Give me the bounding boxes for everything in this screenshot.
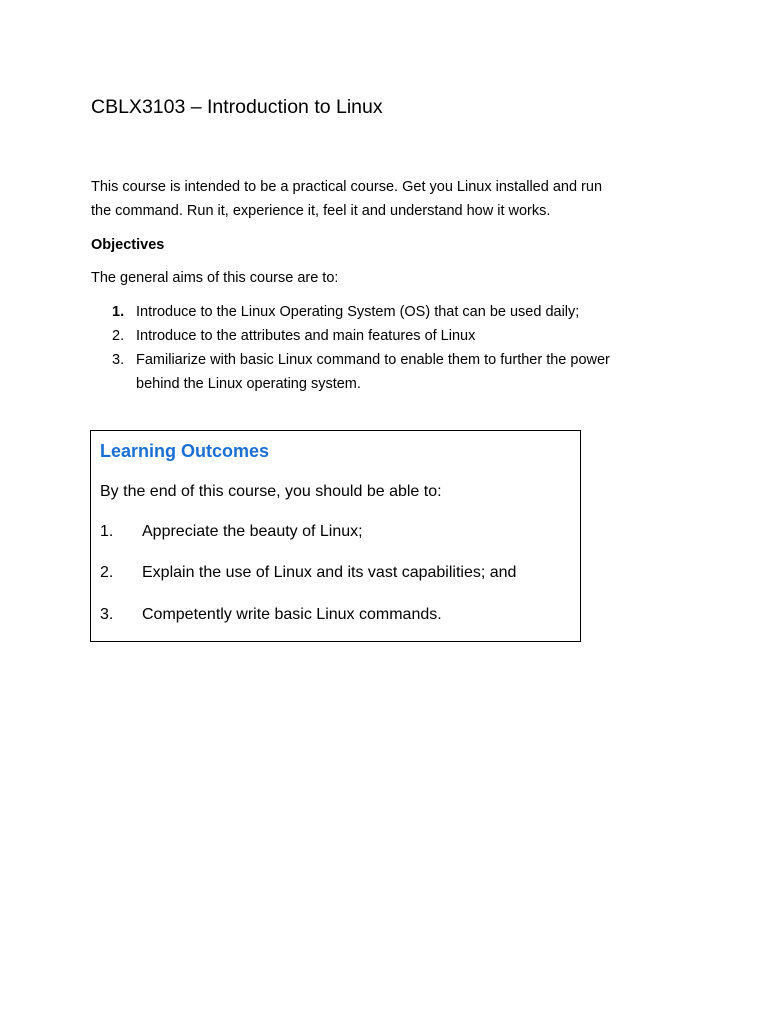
aims-intro: The general aims of this course are to: xyxy=(91,270,339,286)
aim-text: Introduce to the Linux Operating System (OS) that can be used daily; xyxy=(136,304,580,320)
intro-line: the command. Run it, experience it, feel it and understand how it works. xyxy=(91,203,551,219)
learning-outcomes-intro: By the end of this course, you should be able to: xyxy=(100,483,442,500)
aim-item xyxy=(91,348,711,396)
aim-text: Familiarize with basic Linux command to enable them to further the power xyxy=(136,352,610,368)
outcome-text: Explain the use of Linux and its vast capabilities; and xyxy=(142,564,517,581)
aim-number: 3. xyxy=(112,352,125,368)
outcome-number: 3. xyxy=(100,606,114,623)
learning-outcomes-box xyxy=(90,430,581,642)
intro-line: This course is intended to be a practical course. Get you Linux installed and run xyxy=(91,179,603,195)
outcome-text: Competently write basic Linux commands. xyxy=(142,606,442,623)
aim-number: 2. xyxy=(112,328,125,344)
outcome-text: Appreciate the beauty of Linux; xyxy=(142,523,363,540)
aims-list xyxy=(91,300,711,396)
learning-outcomes-title: Learning Outcomes xyxy=(100,441,270,461)
aim-text: Introduce to the attributes and main features of Linux xyxy=(136,328,476,344)
outcome-number: 1. xyxy=(100,523,114,540)
aim-text-continued: behind the Linux operating system. xyxy=(136,376,361,392)
aim-item xyxy=(91,324,711,348)
outcome-number: 2. xyxy=(100,564,114,581)
intro-paragraph xyxy=(91,175,691,223)
document-title: CBLX3103 – Introduction to Linux xyxy=(91,96,383,118)
aim-number: 1. xyxy=(112,304,125,320)
aim-item xyxy=(91,300,711,324)
objectives-heading: Objectives xyxy=(91,237,165,253)
